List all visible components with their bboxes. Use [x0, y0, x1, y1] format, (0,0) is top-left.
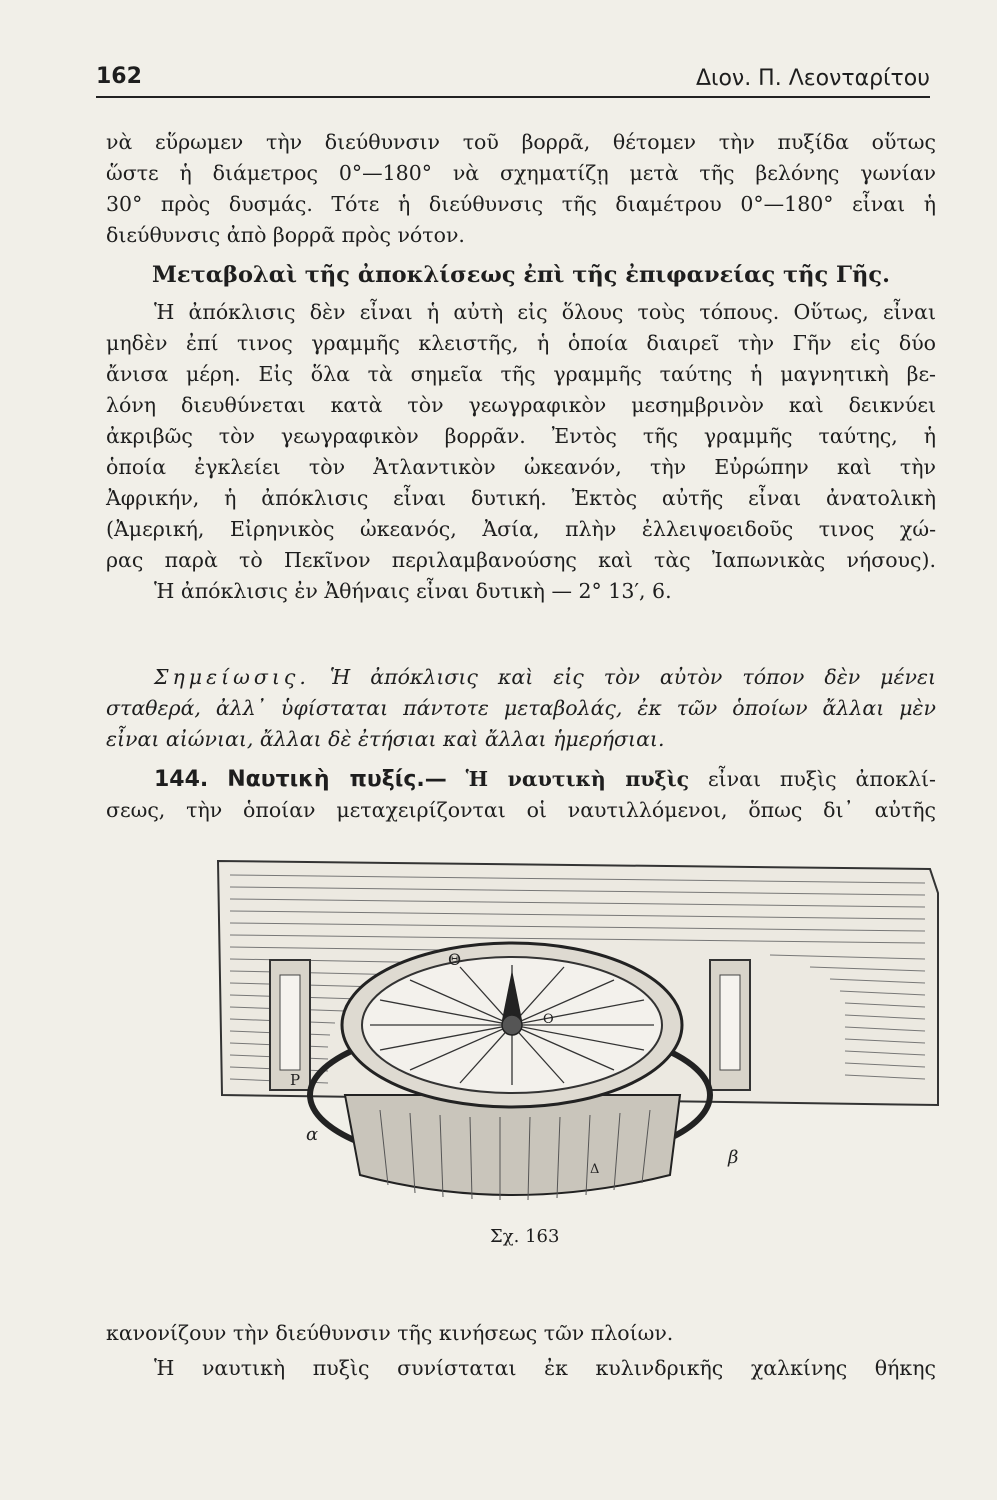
- label-p: P: [290, 1071, 301, 1089]
- compass-figure: [210, 855, 940, 1215]
- paragraph-compass-orientation: [106, 127, 936, 251]
- section-bold-run: Ἡ ναυτικὴ πυξὶς: [465, 767, 690, 791]
- page-header: [96, 62, 930, 98]
- label-o: O: [543, 1012, 554, 1027]
- text-line: λόνη διευθύνεται κατὰ τὸν γεωγραφικὸν μεσημβρινὸν καὶ δεικνύει: [106, 393, 936, 417]
- text-line: σεως, τὴν ὁποίαν μεταχειρίζονται οἱ ναυτιλλόμενοι, ὅπως δι᾽ αὐτῆς: [106, 798, 936, 822]
- section-144: [106, 764, 936, 826]
- text-line: ρας παρὰ τὸ Πεκῖνον περιλαμβανούσης καὶ τὰς Ἰαπωνικὰς νήσους).: [106, 548, 936, 572]
- text-line: νὰ εὕρωμεν τὴν διεύθυνσιν τοῦ βορρᾶ, θέτομεν τὴν πυξίδα οὕτως: [106, 130, 936, 154]
- compass-pivot: [502, 1015, 522, 1035]
- figure-caption: Σχ. 163: [490, 1226, 560, 1247]
- note-paragraph: [106, 662, 936, 755]
- note-text: Ἡ ἀπόκλισις καὶ εἰς τὸν αὐτὸν τόπον δὲν μένει: [329, 665, 936, 689]
- text-line: ἀκριβῶς τὸν γεωγραφικὸν βορρᾶν. Ἐντὸς τῆς γραμμῆς ταύτης, ἡ: [106, 424, 936, 448]
- section-text: εἶναι πυξὶς ἀποκλί-: [708, 767, 936, 791]
- text-line: κανονίζουν τὴν διεύθυνσιν τῆς κινήσεως τῶν πλοίων.: [106, 1321, 674, 1345]
- text-line: διεύθυνσις ἀπὸ βορρᾶ πρὸς νότον.: [106, 223, 465, 247]
- text-line: εἶναι αἰώνιαι, ἄλλαι δὲ ἐτήσιαι καὶ ἄλλαι ἡμερήσιαι.: [106, 727, 665, 751]
- running-head: Διον. Π. Λεονταρίτου: [695, 66, 930, 91]
- section-title: Ναυτικὴ πυξίς.—: [227, 767, 447, 792]
- note-label: Σημείωσις.: [154, 665, 310, 689]
- page-number: 162: [96, 64, 142, 89]
- text-line: ὥστε ἡ διάμετρος 0°—180° νὰ σχηματίζῃ μετὰ τῆς βελόνης γωνίαν: [106, 161, 936, 185]
- label-alpha: α: [306, 1124, 319, 1145]
- paragraph-compass-construction: [106, 1353, 936, 1384]
- section-heading-declination: Μεταβολαὶ τῆς ἀποκλίσεως ἐπὶ τῆς ἐπιφανείας τῆς Γῆς.: [152, 262, 890, 288]
- compass-base: [345, 1095, 680, 1195]
- text-line: ὁποία ἐγκλείει τὸν Ἀτλαντικὸν ὠκεανόν, τὴν Εὐρώπην καὶ τὴν: [106, 455, 936, 479]
- text-line: Ἡ ναυτικὴ πυξὶς συνίσταται ἐκ κυλινδρικῆς χαλκίνης θήκης: [154, 1356, 936, 1380]
- label-beta: β: [728, 1147, 739, 1168]
- text-line: ἄνισα μέρη. Εἰς ὅλα τὰ σημεῖα τῆς γραμμῆς ταύτης ἡ μαγνητικὴ βε-: [106, 362, 936, 386]
- text-line: σταθερά, ἀλλ᾽ ὑφίσταται πάντοτε μεταβολάς, ἐκ τῶν ὁποίων ἄλλαι μὲν: [106, 696, 936, 720]
- text-line: Ἀφρικήν, ἡ ἀπόκλισις εἶναι δυτική. Ἐκτὸς αὐτῆς εἶναι ἀνατολικὴ: [106, 486, 936, 510]
- text-line: μηδὲν ἐπί τινος γραμμῆς κλειστῆς, ἡ ὁποία διαιρεῖ τὴν Γῆν εἰς δύο: [106, 331, 936, 355]
- text-line: [106, 662, 936, 693]
- section-number: 144.: [154, 767, 209, 792]
- text-line: (Ἀμερική, Εἰρηνικὸς ὠκεανός, Ἀσία, πλὴν ἐλλειψοειδοῦς τινος χώ-: [106, 517, 936, 541]
- label-delta: Δ: [590, 1162, 600, 1177]
- athens-declination-line: Ἡ ἀπόκλισις ἐν Ἀθήναις εἶναι δυτικὴ — 2° 13′, 6.: [154, 579, 672, 603]
- paragraph-declination: [106, 297, 936, 607]
- text-line: 30° πρὸς δυσμάς. Τότε ἡ διεύθυνσις τῆς διαμέτρου 0°—180° εἶναι ἡ: [106, 192, 936, 216]
- paragraph-ship-direction: [106, 1318, 936, 1349]
- text-line: Ἡ ἀπόκλισις δὲν εἶναι ἡ αὐτὴ εἰς ὅλους τοὺς τόπους. Οὕτως, εἶναι: [154, 300, 936, 324]
- text-line: [106, 764, 936, 795]
- label-theta: Θ: [448, 950, 462, 969]
